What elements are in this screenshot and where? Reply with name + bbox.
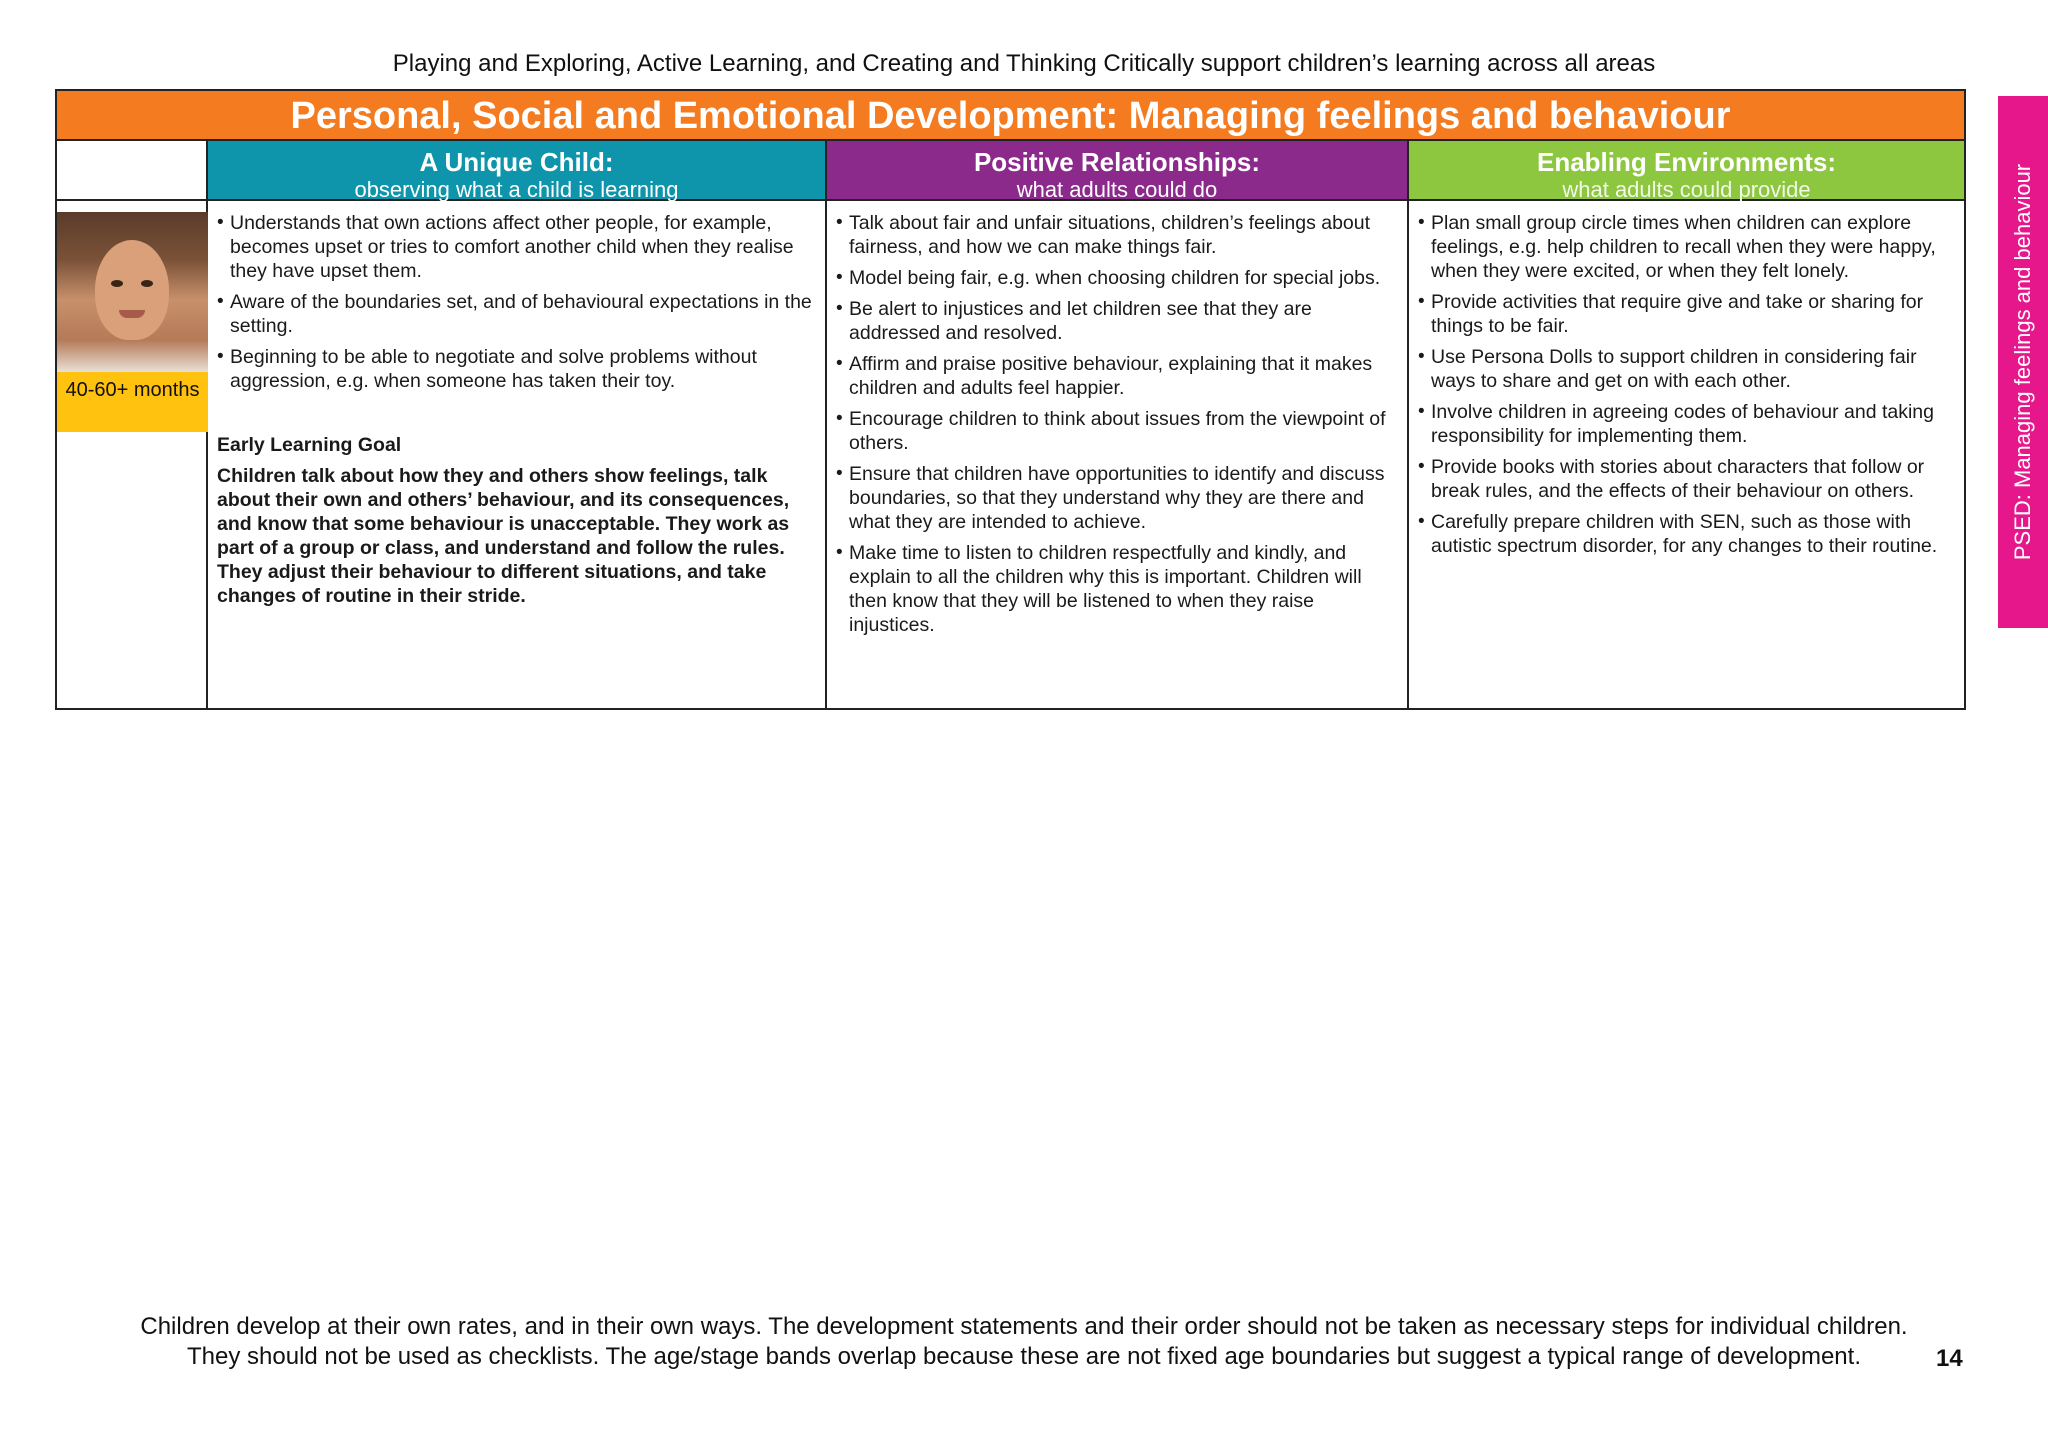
- positive-relationships-column: [836, 211, 1400, 644]
- list-item: • Affirm and praise positive behaviour, explaining that it makes children and adults feel happier.: [836, 352, 1400, 400]
- header-positive-relationships-subtitle: what adults could do: [1016, 177, 1218, 202]
- column-divider: [1407, 201, 1409, 708]
- list-item: • Provide activities that require give and take or sharing for things to be fair.: [1418, 290, 1958, 338]
- list-item: • Use Persona Dolls to support children in considering fair ways to share and get on with each other.: [1418, 345, 1958, 393]
- footer-line-2: They should not be used as checklists. The age/stage bands overlap because these are not fixed age boundaries but suggest a typical range of development.: [187, 1343, 1861, 1370]
- list-item: • Plan small group circle times when children can explore feelings, e.g. help children to recall when they were happy, when they were excited, or when they felt lonely.: [1418, 211, 1958, 283]
- list-item: • Model being fair, e.g. when choosing children for special jobs.: [836, 266, 1400, 290]
- footer-line-1: Children develop at their own rates, and in their own ways. The development statements and their order should not be taken as necessary steps for individual children.: [140, 1313, 1908, 1340]
- header-unique-child-subtitle: observing what a child is learning: [354, 177, 679, 202]
- early-learning-goal-text: Children talk about how they and others show feelings, talk about their own and others’ behaviour, and its consequences, and know that some behaviour is unacceptable. They work as part of a group or class, and understand and follow the rules. They adjust their behaviour to different situations, and take changes of routine in their stride.: [217, 465, 790, 607]
- header-enabling-environments-subtitle: what adults could provide: [1562, 177, 1811, 202]
- unique-child-column: [217, 211, 817, 608]
- side-tab: [1998, 96, 2048, 628]
- list-item: • Provide books with stories about characters that follow or break rules, and the effects of their behaviour on others.: [1418, 455, 1958, 503]
- list-item: • Talk about fair and unfair situations, children’s feelings about fairness, and how we can make things fair.: [836, 211, 1400, 259]
- eye: [111, 280, 123, 287]
- header-unique-child: [208, 141, 827, 201]
- list-item: • Involve children in agreeing codes of behaviour and taking responsibility for implementing them.: [1418, 400, 1958, 448]
- header-blank-cell: [57, 141, 208, 201]
- age-band-label: 40-60+ months: [57, 372, 208, 432]
- header-positive-relationships: [827, 141, 1409, 201]
- list-item: • Make time to listen to children respectfully and kindly, and explain to all the children why this is important. Children will then know that they will be listened to when they raise injustices.: [836, 541, 1400, 637]
- top-note: Playing and Exploring, Active Learning, and Creating and Thinking Critically support children’s learning across all areas: [392, 50, 1656, 77]
- table-title: Personal, Social and Emotional Development: Managing feelings and behaviour: [57, 91, 1964, 141]
- positive-relationships-list: [836, 211, 1400, 637]
- header-enabling-environments: [1409, 141, 1964, 201]
- list-item: • Ensure that children have opportunities to identify and discuss boundaries, so that they understand why they are there and what they are intended to achieve.: [836, 462, 1400, 534]
- mouth: [119, 310, 145, 318]
- list-item: • Beginning to be able to negotiate and solve problems without aggression, e.g. when someone has taken their toy.: [217, 345, 817, 393]
- header-unique-child-title: A Unique Child:: [419, 147, 614, 177]
- list-item: • Carefully prepare children with SEN, such as those with autistic spectrum disorder, for any changes to their routine.: [1418, 510, 1958, 558]
- list-item: • Be alert to injustices and let children see that they are addressed and resolved.: [836, 297, 1400, 345]
- unique-child-list: [217, 211, 817, 393]
- list-item: • Aware of the boundaries set, and of behavioural expectations in the setting.: [217, 290, 817, 338]
- side-tab-label: PSED: Managing feelings and behaviour: [2010, 163, 2035, 561]
- eye: [141, 280, 153, 287]
- enabling-environments-list: [1418, 211, 1958, 558]
- child-face: [95, 240, 169, 340]
- list-item: • Understands that own actions affect other people, for example, becomes upset or tries to comfort another child when they realise they have upset them.: [217, 211, 817, 283]
- header-enabling-environments-title: Enabling Environments:: [1536, 147, 1837, 177]
- header-positive-relationships-title: Positive Relationships:: [973, 147, 1261, 177]
- column-divider: [825, 201, 827, 708]
- child-photo: [57, 212, 208, 372]
- page-number: 14: [1936, 1345, 1963, 1372]
- footer-note: [0, 1312, 2048, 1372]
- development-table: [55, 89, 1966, 710]
- enabling-environments-column: [1418, 211, 1958, 565]
- list-item: • Encourage children to think about issues from the viewpoint of others.: [836, 407, 1400, 455]
- early-learning-goal-title: Early Learning Goal: [217, 434, 402, 456]
